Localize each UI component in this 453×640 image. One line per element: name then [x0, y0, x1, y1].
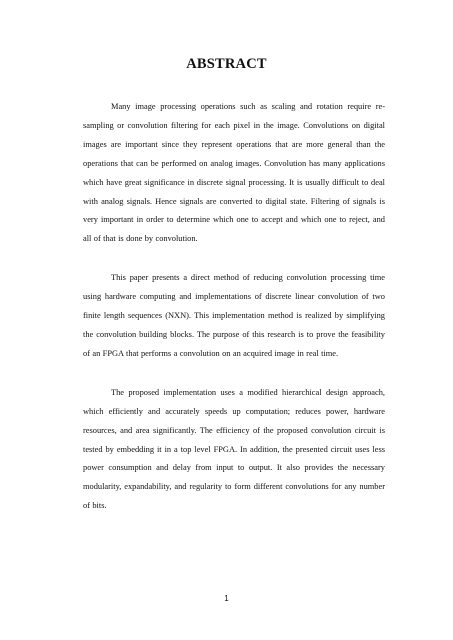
- abstract-body: [83, 98, 385, 536]
- page-title: ABSTRACT: [186, 56, 267, 72]
- abstract-paragraph: This paper presents a direct method of reducing convolution processing time using hardware computing and implementations of discrete linear convolution of two finite length sequences (NXN). This implementation method is realized by simplifying the convolution building blocks. The purpose of this research is to prove the feasibility of an FPGA that performs a convolution on an acquired image in real time.: [83, 273, 385, 358]
- abstract-paragraph: The proposed implementation uses a modified hierarchical design approach, which efficiently and accurately speeds up computation; reduces power, hardware resources, and area significantly. The efficiency of the proposed convolution circuit is tested by embedding it in a top level FPGA. In addition, the presented circuit uses less power consumption and delay from input to output. It also provides the necessary modularity, expandability, and regularity to form different convolutions for any number of bits.: [83, 387, 385, 511]
- page-number: 1: [224, 594, 229, 603]
- abstract-paragraph: Many image processing operations such as scaling and rotation require re-sampling or convolution filtering for each pixel in the image. Convolutions on digital images are important since they represent operations that are more general than the operations that can be performed on analog images. Convolution has many applications which have great significance in discrete signal processing. It is usually difficult to deal with analog signals. Hence signals are converted to digital state. Filtering of signals is very important in order to determine which one to accept and which one to reject, and all of that is done by convolution.: [83, 102, 385, 244]
